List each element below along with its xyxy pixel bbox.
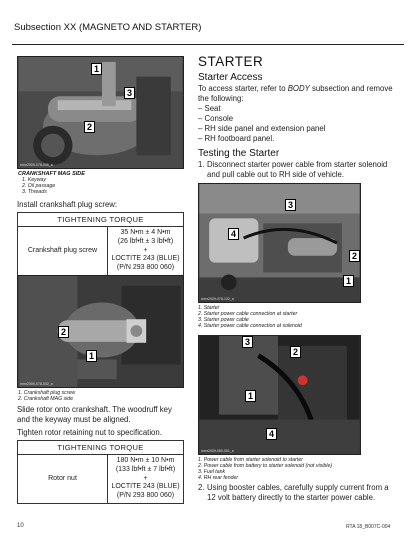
caption-item: 2. Starter power cable connection at starter	[198, 311, 298, 317]
torque-value: +	[143, 246, 148, 254]
figure-caption-list	[18, 390, 75, 402]
access-list-item: – RH side panel and extension panel	[198, 124, 326, 133]
callout-4: 4	[228, 228, 239, 240]
caption-item: 1. Starter	[198, 305, 220, 311]
caption-item: 1. Power cable from starter solenoid to starter	[198, 457, 303, 463]
callout-1: 1	[91, 63, 102, 75]
power-cable-photo	[198, 335, 361, 455]
step-number: 1.	[198, 160, 205, 169]
callout-1: 1	[245, 390, 256, 402]
torque-table-plug-screw	[17, 212, 184, 276]
plug-screw-photo-graphic	[18, 276, 183, 387]
callout-4: 4	[266, 428, 277, 440]
power-cable-photo-graphic	[199, 336, 360, 454]
callout-1: 1	[343, 275, 354, 287]
step-number: 2.	[198, 483, 205, 492]
step-2-text: Using booster cables, carefully supply current from a 12 volt battery directly to the starter power cable.	[207, 483, 389, 502]
torque-item-label: Crankshaft plug screw	[18, 227, 108, 276]
callout-3: 3	[242, 336, 253, 348]
access-list-item: – RH footboard panel.	[198, 134, 275, 143]
crankshaft-plug-screw-photo	[17, 275, 184, 388]
access-list	[198, 104, 325, 144]
caption-item: 4. RH rear fender	[198, 475, 239, 481]
torque-value: (133 lbf•ft ± 7 lbf•ft)	[115, 465, 176, 473]
caption-item: 2. Oil passage	[22, 183, 56, 189]
torque-value: 35 N•m ± 4 N•m	[120, 229, 171, 236]
torque-value-cell	[108, 227, 184, 276]
install-instruction: Install crankshaft plug screw:	[17, 200, 118, 209]
torque-table-rotor-nut	[17, 440, 184, 504]
figure-code: mmr2009-078-132_a	[201, 297, 234, 301]
starter-photo	[198, 183, 361, 303]
caption-item: 1. Keyway	[22, 177, 46, 183]
callout-3: 3	[124, 87, 135, 99]
torque-table-header: TIGHTENING TORQUE	[18, 441, 184, 455]
body-subsection-reference: BODY	[287, 84, 310, 93]
caption-item: 3. Threads	[22, 189, 47, 195]
testing-starter-heading: Testing the Starter	[198, 148, 280, 159]
callout-1: 1	[86, 350, 97, 362]
torque-value: (26 lbf•ft ± 3 lbf•ft)	[117, 237, 174, 245]
figure-caption-list	[198, 457, 332, 481]
slide-rotor-instruction: Slide rotor onto crankshaft. The woodruff key and the keyway must be aligned.	[17, 405, 172, 424]
callout-2: 2	[290, 346, 301, 358]
caption-item: 3. Fuel tank	[198, 469, 226, 475]
figure-caption-list	[198, 305, 302, 329]
section-title: STARTER	[198, 54, 264, 69]
torque-value: (P/N 293 800 060)	[116, 492, 175, 500]
torque-value-cell	[108, 455, 184, 504]
caption-item: 2. Power cable from battery to starter solenoid (not visible)	[198, 463, 333, 469]
torque-value: LOCTITE 243 (BLUE)	[111, 255, 180, 263]
starter-access-heading: Starter Access	[198, 72, 263, 83]
caption-item: 4. Starter power cable connection at solenoid	[198, 323, 302, 329]
caption-item: 3. Starter power cable	[198, 317, 249, 323]
access-list-item: – Seat	[198, 104, 221, 113]
page-number: 10	[17, 523, 24, 529]
step-1-text: Disconnect starter power cable from starter solenoid and pull cable out to RH side of vehicle.	[207, 160, 388, 179]
caption-item: 1. Crankshaft plug screw	[18, 390, 76, 396]
header-rule	[12, 44, 404, 45]
figure-code: mmr2009-080-001_a	[201, 449, 234, 453]
page-header-title: Subsection XX (MAGNETO AND STARTER)	[14, 22, 202, 33]
starter-access-intro	[198, 84, 398, 104]
torque-item-label: Rotor nut	[18, 455, 108, 504]
figure-code: mmr2009-078-002_a	[20, 382, 53, 386]
callout-3: 3	[285, 199, 296, 211]
figure-caption-title: CRANKSHAFT MAG SIDE	[18, 171, 85, 177]
figure-caption-list	[22, 177, 55, 195]
callout-2: 2	[84, 121, 95, 133]
caption-item: 2. Crankshaft MAG side	[18, 396, 74, 402]
callout-2: 2	[58, 326, 69, 338]
document-code: RTA 18_B007C-004	[346, 524, 391, 530]
torque-value: +	[143, 474, 148, 482]
access-list-item: – Console	[198, 114, 234, 123]
starter-photo-graphic	[199, 184, 360, 302]
intro-text: subsection and remove the following:	[198, 84, 393, 103]
tighten-instruction: Tighten rotor retaining nut to specification.	[17, 428, 162, 437]
torque-table-header: TIGHTENING TORQUE	[18, 213, 184, 227]
intro-text: To access starter, refer to	[198, 84, 288, 93]
torque-value: (P/N 293 800 060)	[116, 264, 175, 272]
callout-2: 2	[349, 250, 360, 262]
figure-code: mmr2009-078-006_a	[20, 163, 53, 167]
torque-value: LOCTITE 243 (BLUE)	[111, 483, 180, 491]
torque-value: 180 N•m ± 10 N•m	[116, 457, 175, 464]
